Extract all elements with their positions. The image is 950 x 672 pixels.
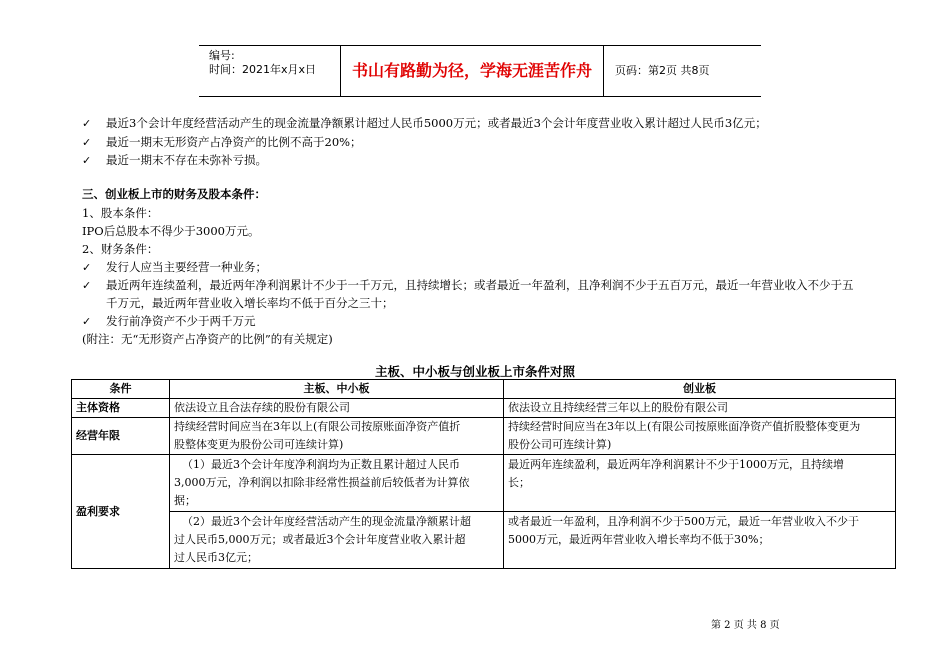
bullet-text: 最近两年连续盈利，最近两年净利润累计不少于一千万元，且持续增长；或者最近一年盈利，且净利润不少于五百万元，最近一年营业收入不少于五 <box>106 278 854 292</box>
cell-line: （1）最近3个会计年度净利润均为正数且累计超过人民币 <box>182 458 460 471</box>
bullet-text: 最近一期末无形资产占净资产的比例不高于20%； <box>106 135 362 149</box>
check-icon: ✓ <box>82 315 92 328</box>
check-icon: ✓ <box>82 279 92 292</box>
cell-line: 据； <box>174 494 196 507</box>
cell-line: （2）最近3个会计年度经营活动产生的现金流量净额累计超 <box>182 515 471 528</box>
bullet-text: 发行人应当主要经营一种业务； <box>106 260 267 274</box>
cell-line: 持续经营时间应当在3年以上(有限公司按原账面净资产值折股整体变更为 <box>508 420 861 433</box>
header-slogan: 书山有路勤为径，学海无涯苦作舟 <box>341 46 604 96</box>
item-label: 2、财务条件： <box>82 242 159 256</box>
table-row <box>72 399 896 418</box>
header-cell: 条件 <box>72 380 170 399</box>
table-cell <box>504 512 896 569</box>
cell-line: 或者最近一年盈利，且净利润不少于500万元，最近一年营业收入不少于 <box>508 515 859 528</box>
header-cell: 主板、中小板 <box>170 380 504 399</box>
table-cell <box>170 512 504 569</box>
note-text: (附注：无“无形资产占净资产的比例”的有关规定) <box>82 332 333 346</box>
table-cell <box>170 418 504 455</box>
table-title: 主板、中小板与创业板上市条件对照 <box>374 364 575 379</box>
check-icon: ✓ <box>82 261 92 274</box>
page-footer: 第 2 页 共 8 页 <box>711 620 780 631</box>
check-icon: ✓ <box>82 154 92 167</box>
cell-line: 5000万元，最近两年营业收入增长率均不低于30%； <box>508 533 770 546</box>
row-label: 主体资格 <box>72 399 170 418</box>
table-row <box>72 418 896 455</box>
header-cell: 创业板 <box>504 380 896 399</box>
doc-time: 时间：2021年x月x日 <box>209 63 317 76</box>
row-label: 盈利要求 <box>72 455 170 569</box>
bullet-text: 最近3个会计年度经营活动产生的现金流量净额累计超过人民币5000万元；或者最近3个会计年度营业收入累计超过人民币3亿元； <box>106 116 767 130</box>
ipo-text: IPO后总股本不得少于3000万元。 <box>82 224 260 238</box>
bullet-text: 最近一期末不存在未弥补亏损。 <box>106 153 267 167</box>
table-cell <box>170 455 504 512</box>
row-label: 经营年限 <box>72 418 170 455</box>
cell-line: 持续经营时间应当在3年以上(有限公司按原账面净资产值折 <box>174 420 461 433</box>
cell-line: 3,000万元，净利润以扣除非经常性损益前后较低者为计算依 <box>174 476 470 489</box>
cell-line: 过人民币3亿元； <box>174 551 258 564</box>
bullet-text: 发行前净资产不少于两千万元 <box>106 314 256 328</box>
page-header <box>199 45 761 97</box>
table-header-row <box>72 380 896 399</box>
table-cell: 依法设立且合法存续的股份有限公司 <box>170 399 504 418</box>
comparison-table <box>71 379 896 569</box>
table-cell: 依法设立且持续经营三年以上的股份有限公司 <box>504 399 896 418</box>
header-meta <box>199 46 341 96</box>
table-row <box>72 455 896 512</box>
table-row <box>72 512 896 569</box>
cell-line: 股整体变更为股份公司可连续计算) <box>174 438 344 451</box>
check-icon: ✓ <box>82 117 92 130</box>
table-cell <box>504 418 896 455</box>
check-icon: ✓ <box>82 136 92 149</box>
table-cell <box>504 455 896 512</box>
doc-number: 编号: <box>209 49 235 62</box>
cell-line: 长； <box>508 476 530 489</box>
header-page-info: 页码：第2页 共8页 <box>615 64 710 77</box>
cell-line: 过人民币5,000万元；或者最近3个会计年度营业收入累计超 <box>174 533 466 546</box>
section-heading: 三、创业板上市的财务及股本条件： <box>82 187 266 201</box>
bullet-text-cont: 千万元，最近两年营业收入增长率均不低于百分之三十； <box>106 296 394 310</box>
item-label: 1、股本条件： <box>82 206 159 220</box>
cell-line: 最近两年连续盈利，最近两年净利润累计不少于1000万元，且持续增 <box>508 458 844 471</box>
cell-line: 股份公司可连续计算) <box>508 438 612 451</box>
